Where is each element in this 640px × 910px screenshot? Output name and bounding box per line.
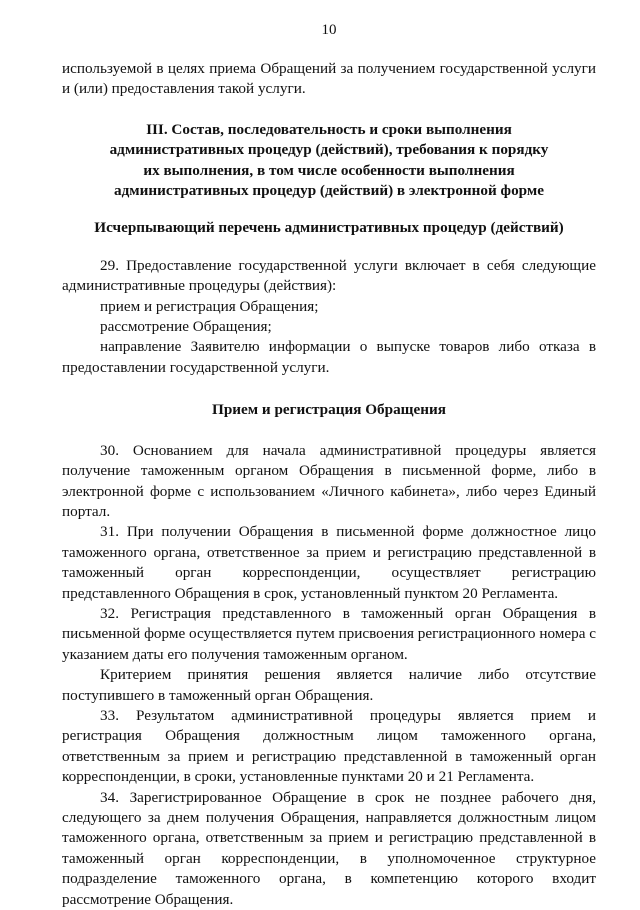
paragraph-29: 29. Предоставление государственной услуги включает в себя следующие административные процедуры (действия):	[62, 256, 596, 295]
list-item: прием и регистрация Обращения;	[100, 297, 319, 315]
paragraph-32-criterion: Критерием принятия решения является наличие либо отсутствие поступившего в таможенный орган Обращения.	[62, 666, 596, 704]
intro-paragraph: используемой в целях приема Обращений за получением государственной услуги и (или) предоставления такой услуги.	[62, 60, 596, 98]
subsection-title-reception: Прием и регистрация Обращения	[212, 401, 446, 419]
document-body	[62, 59, 596, 910]
section-title: III. Состав, последовательность и сроки выполнения административных процедур (действий), требования к порядку их выполнения, в том числе особенности выполнения административных процедур (действий) в электронной форме	[109, 120, 549, 200]
subsection-title-procedures-list: Исчерпывающий перечень административных процедур (действий)	[94, 219, 564, 237]
paragraph-33: 33. Результатом административной процедуры является прием и регистрация Обращения должностным лицом таможенного органа, ответственным за прием и регистрацию представленной в таможенный орган корреспонденции, в сроки, установленные пунктами 20 и 21 Регламента.	[62, 706, 596, 786]
paragraph-30: 30. Основанием для начала административной процедуры является получение таможенным органом Обращения в письменной форме, либо в электронной форме с использованием «Личного кабинета», либо через Единый портал.	[62, 441, 596, 520]
paragraph-32: 32. Регистрация представленного в таможенный орган Обращения в письменной форме осуществляется путем присвоения регистрационного номера с указанием даты его получения таможенным органом.	[62, 604, 596, 663]
paragraph-31: 31. При получении Обращения в письменной форме должностное лицо таможенного органа, ответственное за прием и регистрацию представленной в таможенный орган корреспонденции, осуществляет регистрацию представленного Обращения в срок, установленный пунктом 20 Регламента.	[62, 523, 596, 602]
page-number: 10	[321, 22, 337, 38]
paragraph-34: 34. Зарегистрированное Обращение в срок не позднее рабочего дня, следующего за днем получения Обращения, направляется должностным лицом таможенного органа, ответственным за прием и регистрацию представленной в таможенный орган корреспонденции, в уполномоченное структурное подразделение таможенного органа, в компетенцию которого входит рассмотрение Обращения.	[62, 788, 596, 908]
list-item: направление Заявителю информации о выпуске товаров либо отказа в предоставлении государственной услуги.	[62, 338, 596, 376]
list-item: рассмотрение Обращения;	[100, 318, 272, 336]
